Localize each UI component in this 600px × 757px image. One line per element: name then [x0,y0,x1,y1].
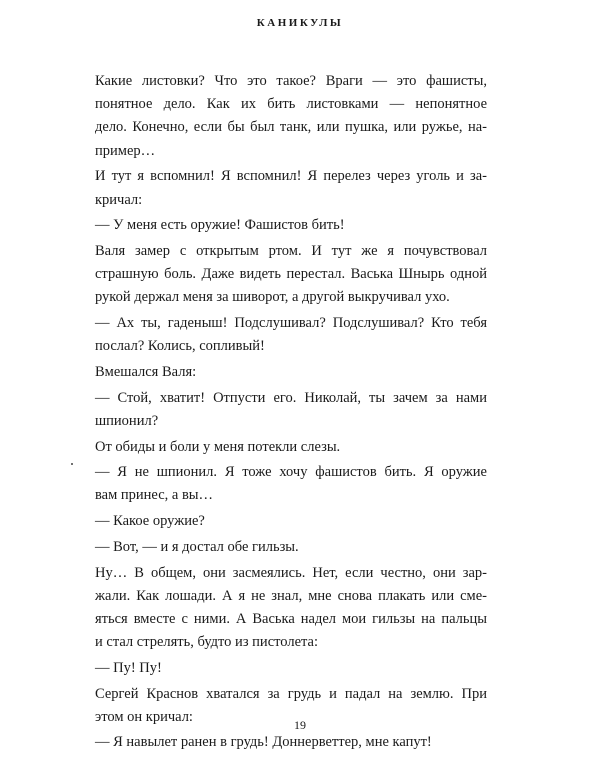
paragraph [95,240,487,310]
text-line: кричал: [95,191,143,208]
text-line: жали. Как лошади. А я не знал, мне снова плакать или сме- [95,587,487,604]
text-line: — У меня есть оружие! Фашистов бить! [95,217,345,234]
paragraph [95,70,487,163]
text-line: Вмешался Валя: [95,363,197,380]
paragraph [95,165,487,211]
text-line: Сергей Краснов хватался за грудь и падал на землю. При [95,685,487,702]
text-line: И тут я вспомнил! Я вспомнил! Я перелез через уголь и за- [95,168,487,185]
text-line: — Стой, хватит! Отпусти его. Николай, ты зачем за нами [95,389,487,406]
text-line: Валя замер с открытым ртом. И тут же я почувствовал [95,242,487,259]
paragraph [95,510,487,533]
text-line: — Пу! Пу! [95,659,162,676]
paragraph [95,461,487,507]
text-line: — Ах ты, гаденыш! Подслушивал? Подслушивал? Кто тебя [95,315,487,332]
text-line: шпионил? [95,412,159,429]
running-header: КАНИКУЛЫ [256,17,344,29]
text-line: Ну… В общем, они засмеялись. Нет, если честно, они зар- [95,564,487,581]
text-line: послал? Колись, сопливый! [95,338,265,355]
text-line: — Я не шпионил. Я тоже хочу фашистов бить. Я оружие [95,464,487,481]
text-line: — Вот, — и я достал обе гильзы. [95,538,299,555]
text-line: рукой держал меня за шиворот, а другой выкручивал ухо. [95,289,450,306]
text-line: и стал стрелять, будто из пистолета: [95,634,318,651]
text-line: — Какое оружие? [95,513,205,530]
text-line: страшную боль. Даже видеть перестал. Васька Шнырь одной [95,266,487,283]
text-line: вам принес, а вы… [95,487,214,504]
text-line: — Я навылет ранен в грудь! Доннерветтер, мне капут! [95,734,432,751]
text-line: пример… [95,142,156,159]
text-line: яться вместе с ними. А Васька надел мои гильзы на пальцы [95,610,487,627]
paragraph [95,312,487,358]
paragraph [95,214,487,237]
text-line: понятное дело. Как их бить листовками — непонятное [95,96,487,113]
page-number: 19 [294,718,306,732]
paragraph [95,536,487,559]
print-speck [71,463,73,465]
text-line: дело. Конечно, если бы был танк, или пушка, или ружье, на- [95,119,487,136]
paragraph [95,436,487,459]
paragraph [95,562,487,655]
text-line: этом он кричал: [95,708,193,725]
paragraph [95,657,487,680]
paragraph [95,361,487,384]
paragraph [95,731,487,754]
text-line: От обиды и боли у меня потекли слезы. [95,438,341,455]
text-line: Какие листовки? Что это такое? Враги — это фашисты, [95,73,487,89]
body-text [95,70,487,757]
paragraph [95,387,487,433]
